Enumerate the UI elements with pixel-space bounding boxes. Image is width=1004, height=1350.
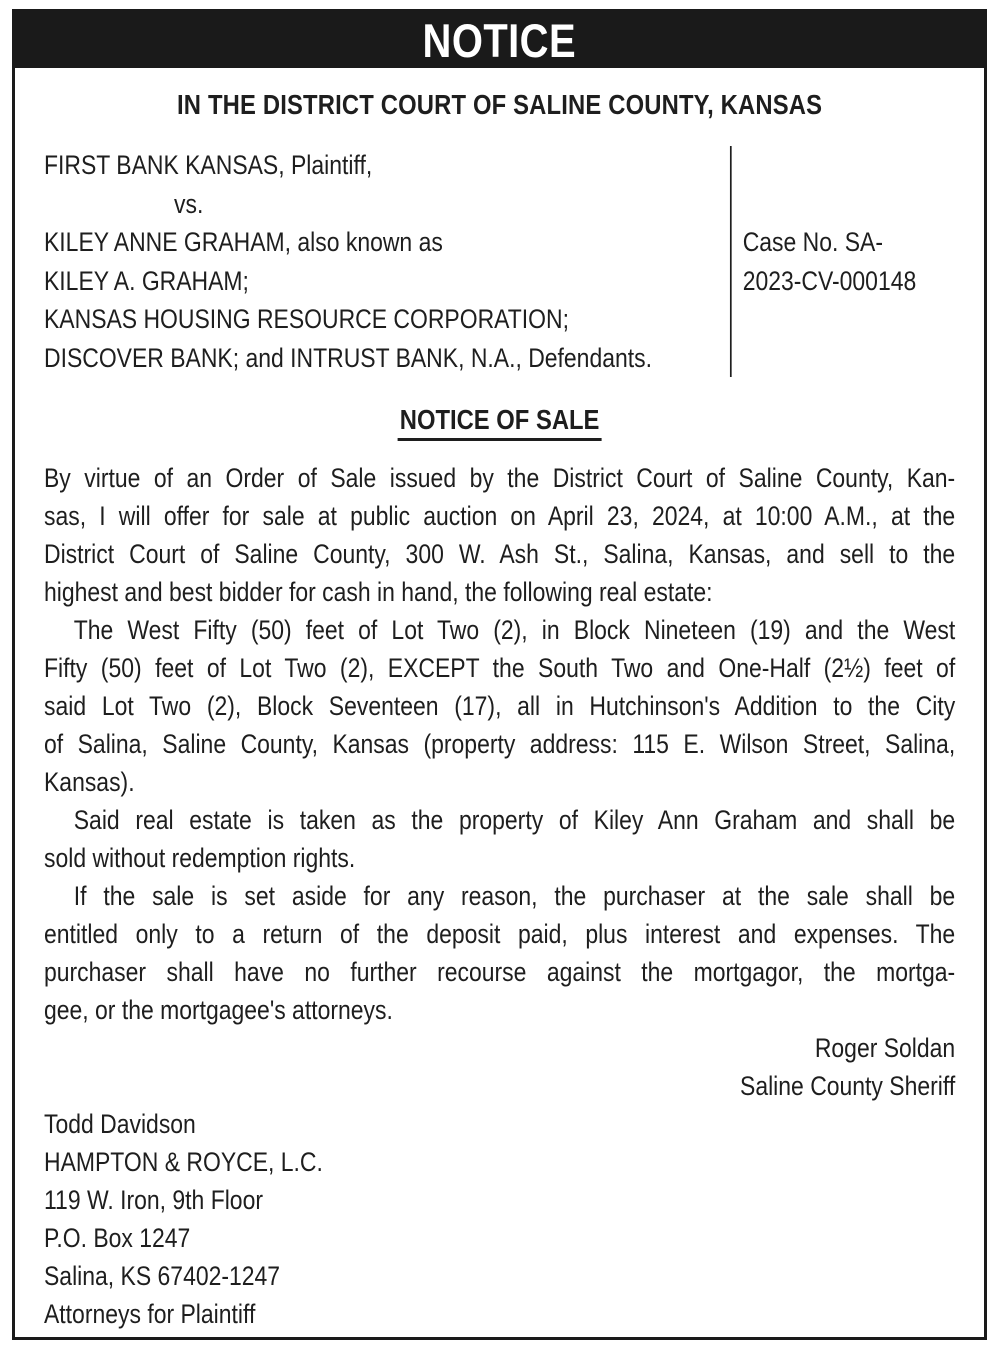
party-line: DISCOVER BANK; and INTRUST BANK, N.A., Defendants.	[44, 342, 652, 373]
party-line: KILEY A. GRAHAM;	[44, 265, 249, 296]
attorney-line: HAMPTON & ROYCE, L.C.	[44, 1147, 323, 1177]
body-line: Kansas).	[44, 767, 135, 797]
body-line: sold without redemption rights.	[44, 843, 356, 873]
document-content	[44, 88, 955, 1333]
case-number-block	[730, 146, 955, 377]
body-line: If the sale is set aside for any reason, the purchaser at the sale shall be	[73, 881, 956, 911]
attorney-line: 119 W. Iron, 9th Floor	[44, 1185, 263, 1215]
body-line: purchaser shall have no further recourse against the mortgagor, the mortga-	[44, 957, 956, 987]
body-line: said Lot Two (2), Block Seventeen (17), all in Hutchinson's Addition to the City	[44, 691, 956, 721]
body-line: gee, or the mortgagee's attorneys.	[44, 995, 393, 1025]
case-number-line: 2023-CV-000148	[742, 265, 917, 296]
parties-list	[44, 146, 730, 377]
case-caption	[44, 146, 955, 377]
sheriff-signature-block	[44, 1029, 955, 1105]
body-line: By virtue of an Order of Sale issued by the District Court of Saline County, Kan-	[44, 463, 956, 493]
notice-of-sale-heading	[44, 403, 955, 441]
attorney-line: P.O. Box 1247	[44, 1223, 191, 1253]
notice-banner	[15, 12, 984, 68]
attorney-line: Salina, KS 67402-1247	[44, 1261, 281, 1291]
notice-body	[44, 459, 955, 1029]
notice-of-sale-heading-text: NOTICE OF SALE	[397, 403, 602, 441]
notice-banner-title: NOTICE	[422, 13, 577, 67]
body-line: District Court of Saline County, 300 W. Ash St., Salina, Kansas, and sell to the	[44, 539, 956, 569]
case-number-line: Case No. SA-	[742, 227, 884, 257]
legal-notice-document	[12, 9, 987, 1340]
body-line: of Salina, Saline County, Kansas (property address: 115 E. Wilson Street, Salina,	[44, 729, 956, 759]
body-line: Said real estate is taken as the property of Kiley Ann Graham and shall be	[73, 805, 956, 835]
sheriff-signature-line: Roger Soldan	[814, 1033, 956, 1063]
attorney-signature-block	[44, 1105, 955, 1333]
party-line: KANSAS HOUSING RESOURCE CORPORATION;	[44, 304, 569, 334]
attorney-line: Attorneys for Plaintiff	[44, 1299, 256, 1329]
body-line: The West Fifty (50) feet of Lot Two (2), in Block Nineteen (19) and the West	[73, 615, 956, 645]
body-line: highest and best bidder for cash in hand, the following real estate:	[44, 577, 713, 607]
body-line: Fifty (50) feet of Lot Two (2), EXCEPT the South Two and One-Half (2½) feet of	[44, 653, 956, 683]
attorney-line: Todd Davidson	[44, 1109, 196, 1139]
party-line: FIRST BANK KANSAS, Plaintiff,	[44, 150, 373, 180]
sheriff-signature-line: Saline County Sheriff	[740, 1071, 956, 1101]
body-line: sas, I will offer for sale at public auction on April 23, 2024, at 10:00 A.M., at the	[44, 501, 956, 531]
party-line: vs.	[174, 188, 204, 219]
court-heading: IN THE DISTRICT COURT OF SALINE COUNTY, KANSAS	[177, 89, 823, 120]
body-line: entitled only to a return of the deposit paid, plus interest and expenses. The	[44, 919, 956, 949]
party-line: KILEY ANNE GRAHAM, also known as	[44, 227, 443, 257]
